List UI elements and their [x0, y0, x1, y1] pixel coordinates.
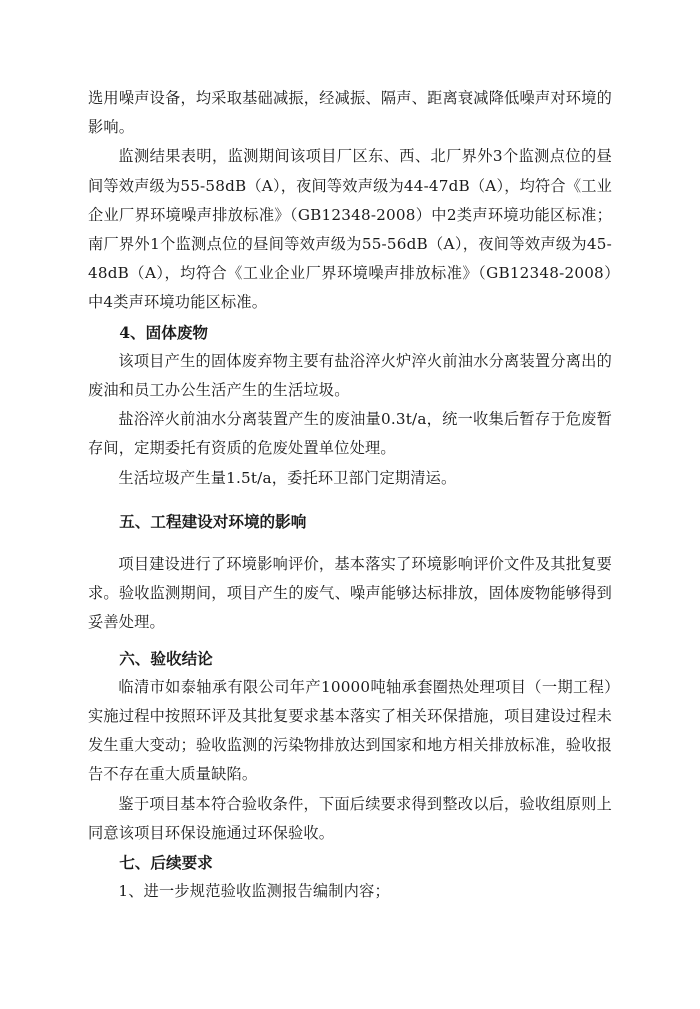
spacer	[88, 536, 612, 550]
section-5-paragraph: 项目建设进行了环境影响评价，基本落实了环境影响评价文件及其批复要求。验收监测期间，项目产生的废气、噪声能够达标排放，固体废物能够得到妥善处理。	[88, 555, 612, 632]
solid-waste-paragraph-2: 盐浴淬火前油水分离装置产生的废油量0.3t/a，统一收集后暂存于危废暂存间，定期委托有资质的危废处置单位处理。	[88, 410, 612, 458]
document-body	[88, 84, 612, 906]
solid-waste-paragraph-1: 该项目产生的固体废弃物主要有盐浴淬火炉淬火前油水分离装置分离出的废油和员工办公生活产生的生活垃圾。	[88, 351, 612, 400]
spacer	[88, 493, 612, 507]
section-5-heading: 五、工程建设对环境的影响	[119, 511, 307, 531]
solid-waste-heading: 4、固体废物	[119, 322, 209, 342]
noise-monitoring-paragraph: 监测结果表明，监测期间该项目厂区东、西、北厂界外3个监测点位的昼间等效声级为55-58dB（A），夜间等效声级为44-47dB（A），均符合《工业企业厂界环境噪声排放标准》（GB12348-2008）中2类声环境功能区标准；南厂界外1个监测点位的昼间等效声级为55-56dB（A），夜间等效声级为45-48dB（A），均符合《工业企业厂界环境噪声排放标准》（GB12348-2008）中4类声环境功能区标准。	[88, 147, 612, 312]
section-7-heading: 七、后续要求	[119, 853, 213, 873]
section-6-paragraph-2: 鉴于项目基本符合验收条件，下面后续要求得到整改以后，验收组原则上同意该项目环保设施通过环保验收。	[88, 794, 612, 842]
section-6-heading: 六、验收结论	[119, 648, 213, 668]
noise-paragraph-1: 选用噪声设备，均采取基础减振，经减振、隔声、距离衰减降低噪声对环境的影响。	[88, 89, 612, 137]
solid-waste-paragraph-3: 生活垃圾产生量1.5t/a，委托环卫部门定期清运。	[118, 468, 457, 487]
section-6-paragraph-1: 临清市如泰轴承有限公司年产10000吨轴承套圈热处理项目（一期工程）实施过程中按照环评及其批复要求基本落实了相关环保措施，项目建设过程未发生重大变动；验收监测的污染物排放达到国家和地方相关排放标准，验收报告不存在重大质量缺陷。	[88, 677, 612, 784]
section-7-item-1: 1、进一步规范验收监测报告编制内容；	[118, 882, 390, 901]
